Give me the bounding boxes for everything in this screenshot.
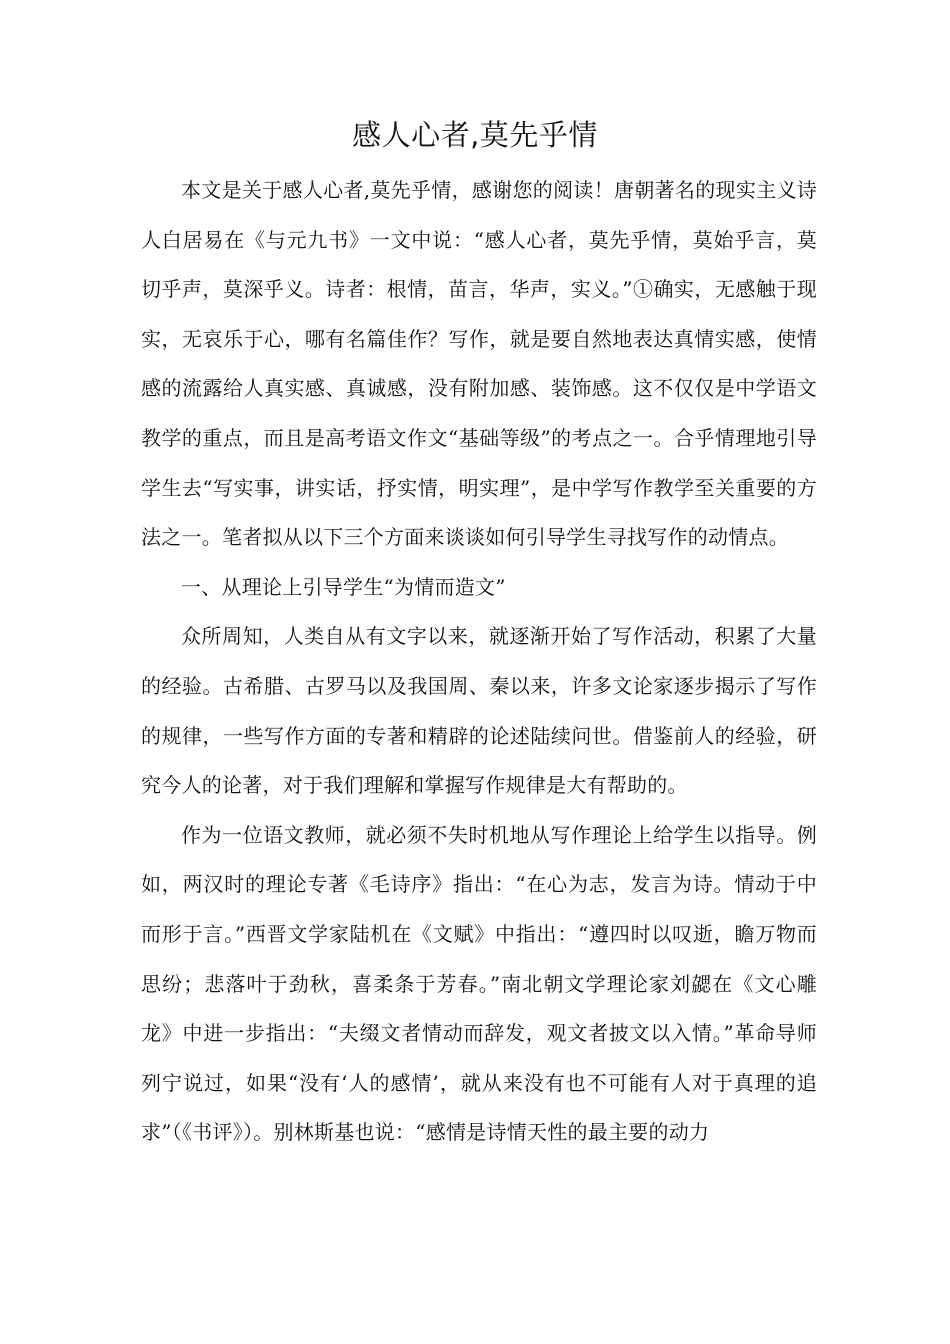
body-paragraph: 众所周知，人类自从有文字以来，就逐渐开始了写作活动，积累了大量的经验。古希腊、古罗马以及我国周、秦以来，许多文论家逐步揭示了写作的规律，一些写作方面的专著和精辟的论述陆续问世。借鉴前人的经验，研究今人的论著，对于我们理解和掌握写作规律是大有帮助的。 <box>141 624 817 798</box>
document-title: 感人心者,莫先乎情 <box>352 118 598 152</box>
section-heading: 一、从理论上引导学生“为情而造文” <box>181 574 506 599</box>
intro-paragraph: 本文是关于感人心者,莫先乎情，感谢您的阅读！唐朝著名的现实主义诗人白居易在《与元九书》一文中说：“感人心者，莫先乎情，莫始乎言，莫切乎声，莫深乎义。诗者：根情，苗言，华声，实义。”①确实，无感触于现实，无哀乐于心，哪有名篇佳作？写作，就是要自然地表达真情实感，使情感的流露给人真实感、真诚感，没有附加感、装饰感。这不仅仅是中学语文教学的重点，而且是高考语文作文“基础等级”的考点之一。合乎情理地引导学生去“写实事，讲实话，抒实情，明实理”，是中学写作教学至关重要的方法之一。笔者拟从以下三个方面来谈谈如何引导学生寻找写作的动情点。 <box>141 178 817 550</box>
body-paragraph: 作为一位语文教师，就必须不失时机地从写作理论上给学生以指导。例如，两汉时的理论专著《毛诗序》指出：“在心为志，发言为诗。情动于中而形于言。”西晋文学家陆机在《文赋》中指出：“遵四时以叹逝，瞻万物而思纷；悲落叶于劲秋，喜柔条于芳春。”南北朝文学理论家刘勰在《文心雕龙》中进一步指出：“夫缀文者情动而辞发，观文者披文以入情。”革命导师列宁说过，如果“没有‘人的感情’，就从来没有也不可能有人对于真理的追求”（《书评》）。别林斯基也说：“感情是诗情天性的最主要的动力 <box>141 822 817 1145</box>
document-body <box>141 166 817 1158</box>
